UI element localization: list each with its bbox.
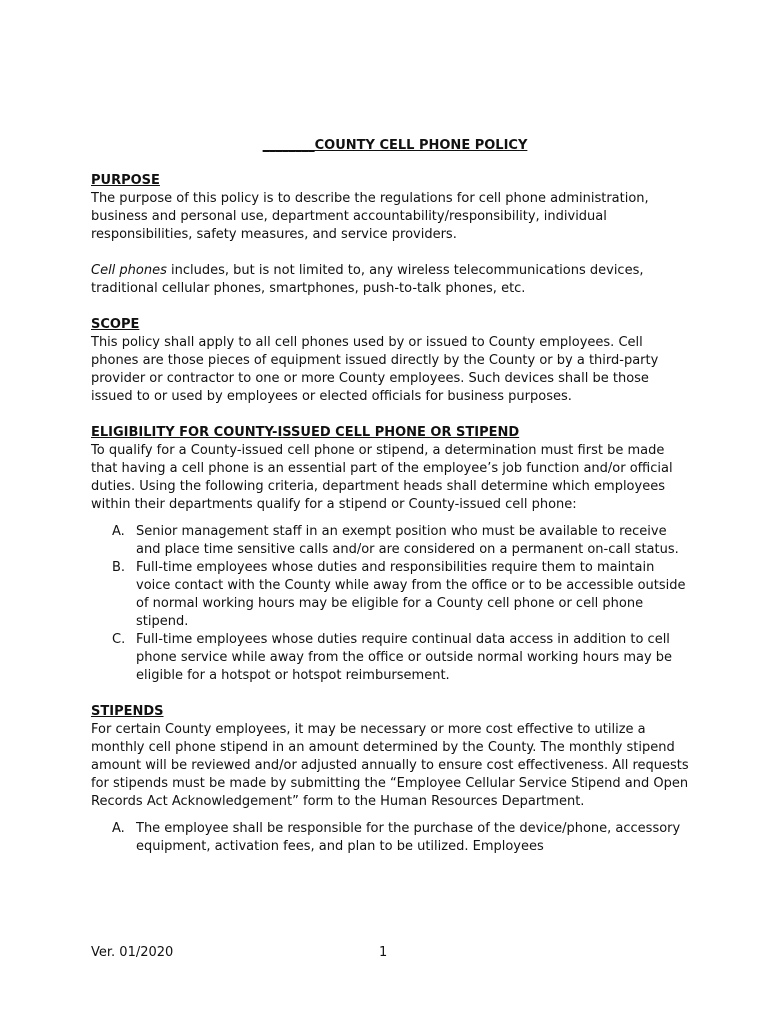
list-item-text: Senior management staff in an exempt position who must be available to receive and place time sensitive calls and/or are considered on a permanent on-call status. <box>136 524 679 557</box>
stipends-heading: STIPENDS <box>91 704 164 719</box>
stipends-text: For certain County employees, it may be necessary or more cost effective to utilize a monthly cell phone stipend in an amount determined by the County. The monthly stipend amount will be reviewed and/or adjusted annually to ensure cost effectiveness. All requests for stipends must be made by submitting the “Employee Cellular Service Stipend and Open Records Act Acknowledgement” form to the Human Resources Department. <box>91 722 689 809</box>
document-body <box>91 137 691 856</box>
purpose-text: The purpose of this policy is to describe the regulations for cell phone administration, business and personal use, department accountability/responsibility, individual responsibilities, safety measures, and service providers. <box>91 191 649 242</box>
scope-heading: SCOPE <box>91 317 140 332</box>
cell-phone-definition <box>91 262 691 298</box>
eligibility-text: To qualify for a County-issued cell phone or stipend, a determination must first be made that having a cell phone is an essential part of the employee’s job function and/or official duties. Using the following criteria, department heads shall determine which employees within their departments qualify for a stipend or County-issued cell phone: <box>91 443 673 512</box>
list-marker: A. <box>112 524 125 539</box>
list-item <box>112 559 691 631</box>
list-marker: A. <box>112 821 125 836</box>
list-item <box>112 523 691 559</box>
purpose-heading: PURPOSE <box>91 173 160 188</box>
list-marker: B. <box>112 560 126 575</box>
eligibility-heading: ELIGIBILITY FOR COUNTY-ISSUED CELL PHONE OR STIPEND <box>91 425 520 440</box>
stipends-list <box>91 820 691 856</box>
page-number: 1 <box>379 945 388 960</box>
list-item-text: Full-time employees whose duties and responsibilities require them to maintain voice contact with the County while away from the office or to be accessible outside of normal working hours may be eligible for a County cell phone or cell phone stipend. <box>136 560 686 629</box>
definition-term: Cell phones <box>91 263 167 278</box>
list-item <box>112 631 691 685</box>
scope-text: This policy shall apply to all cell phones used by or issued to County employees. Cell phones are those pieces of equipment issued directly by the County or by a third-party provider or contractor to one or more County employees. Such devices shall be those issued to or used by employees or elected officials for business purposes. <box>91 335 659 404</box>
list-item <box>112 820 691 856</box>
document-title: ________COUNTY CELL PHONE POLICY <box>262 138 528 153</box>
definition-text: includes, but is not limited to, any wireless telecommunications devices, traditional cellular phones, smartphones, push-to-talk phones, etc. <box>91 263 644 296</box>
eligibility-criteria-list <box>91 523 691 685</box>
list-item-text: The employee shall be responsible for the purchase of the device/phone, accessory equipment, activation fees, and plan to be utilized. Employees <box>136 821 681 854</box>
list-item-text: Full-time employees whose duties require continual data access in addition to cell phone service while away from the office or outside normal working hours may be eligible for a hotspot or hotspot reimbursement. <box>136 632 673 683</box>
list-marker: C. <box>112 632 126 647</box>
version-label: Ver. 01/2020 <box>91 945 174 960</box>
